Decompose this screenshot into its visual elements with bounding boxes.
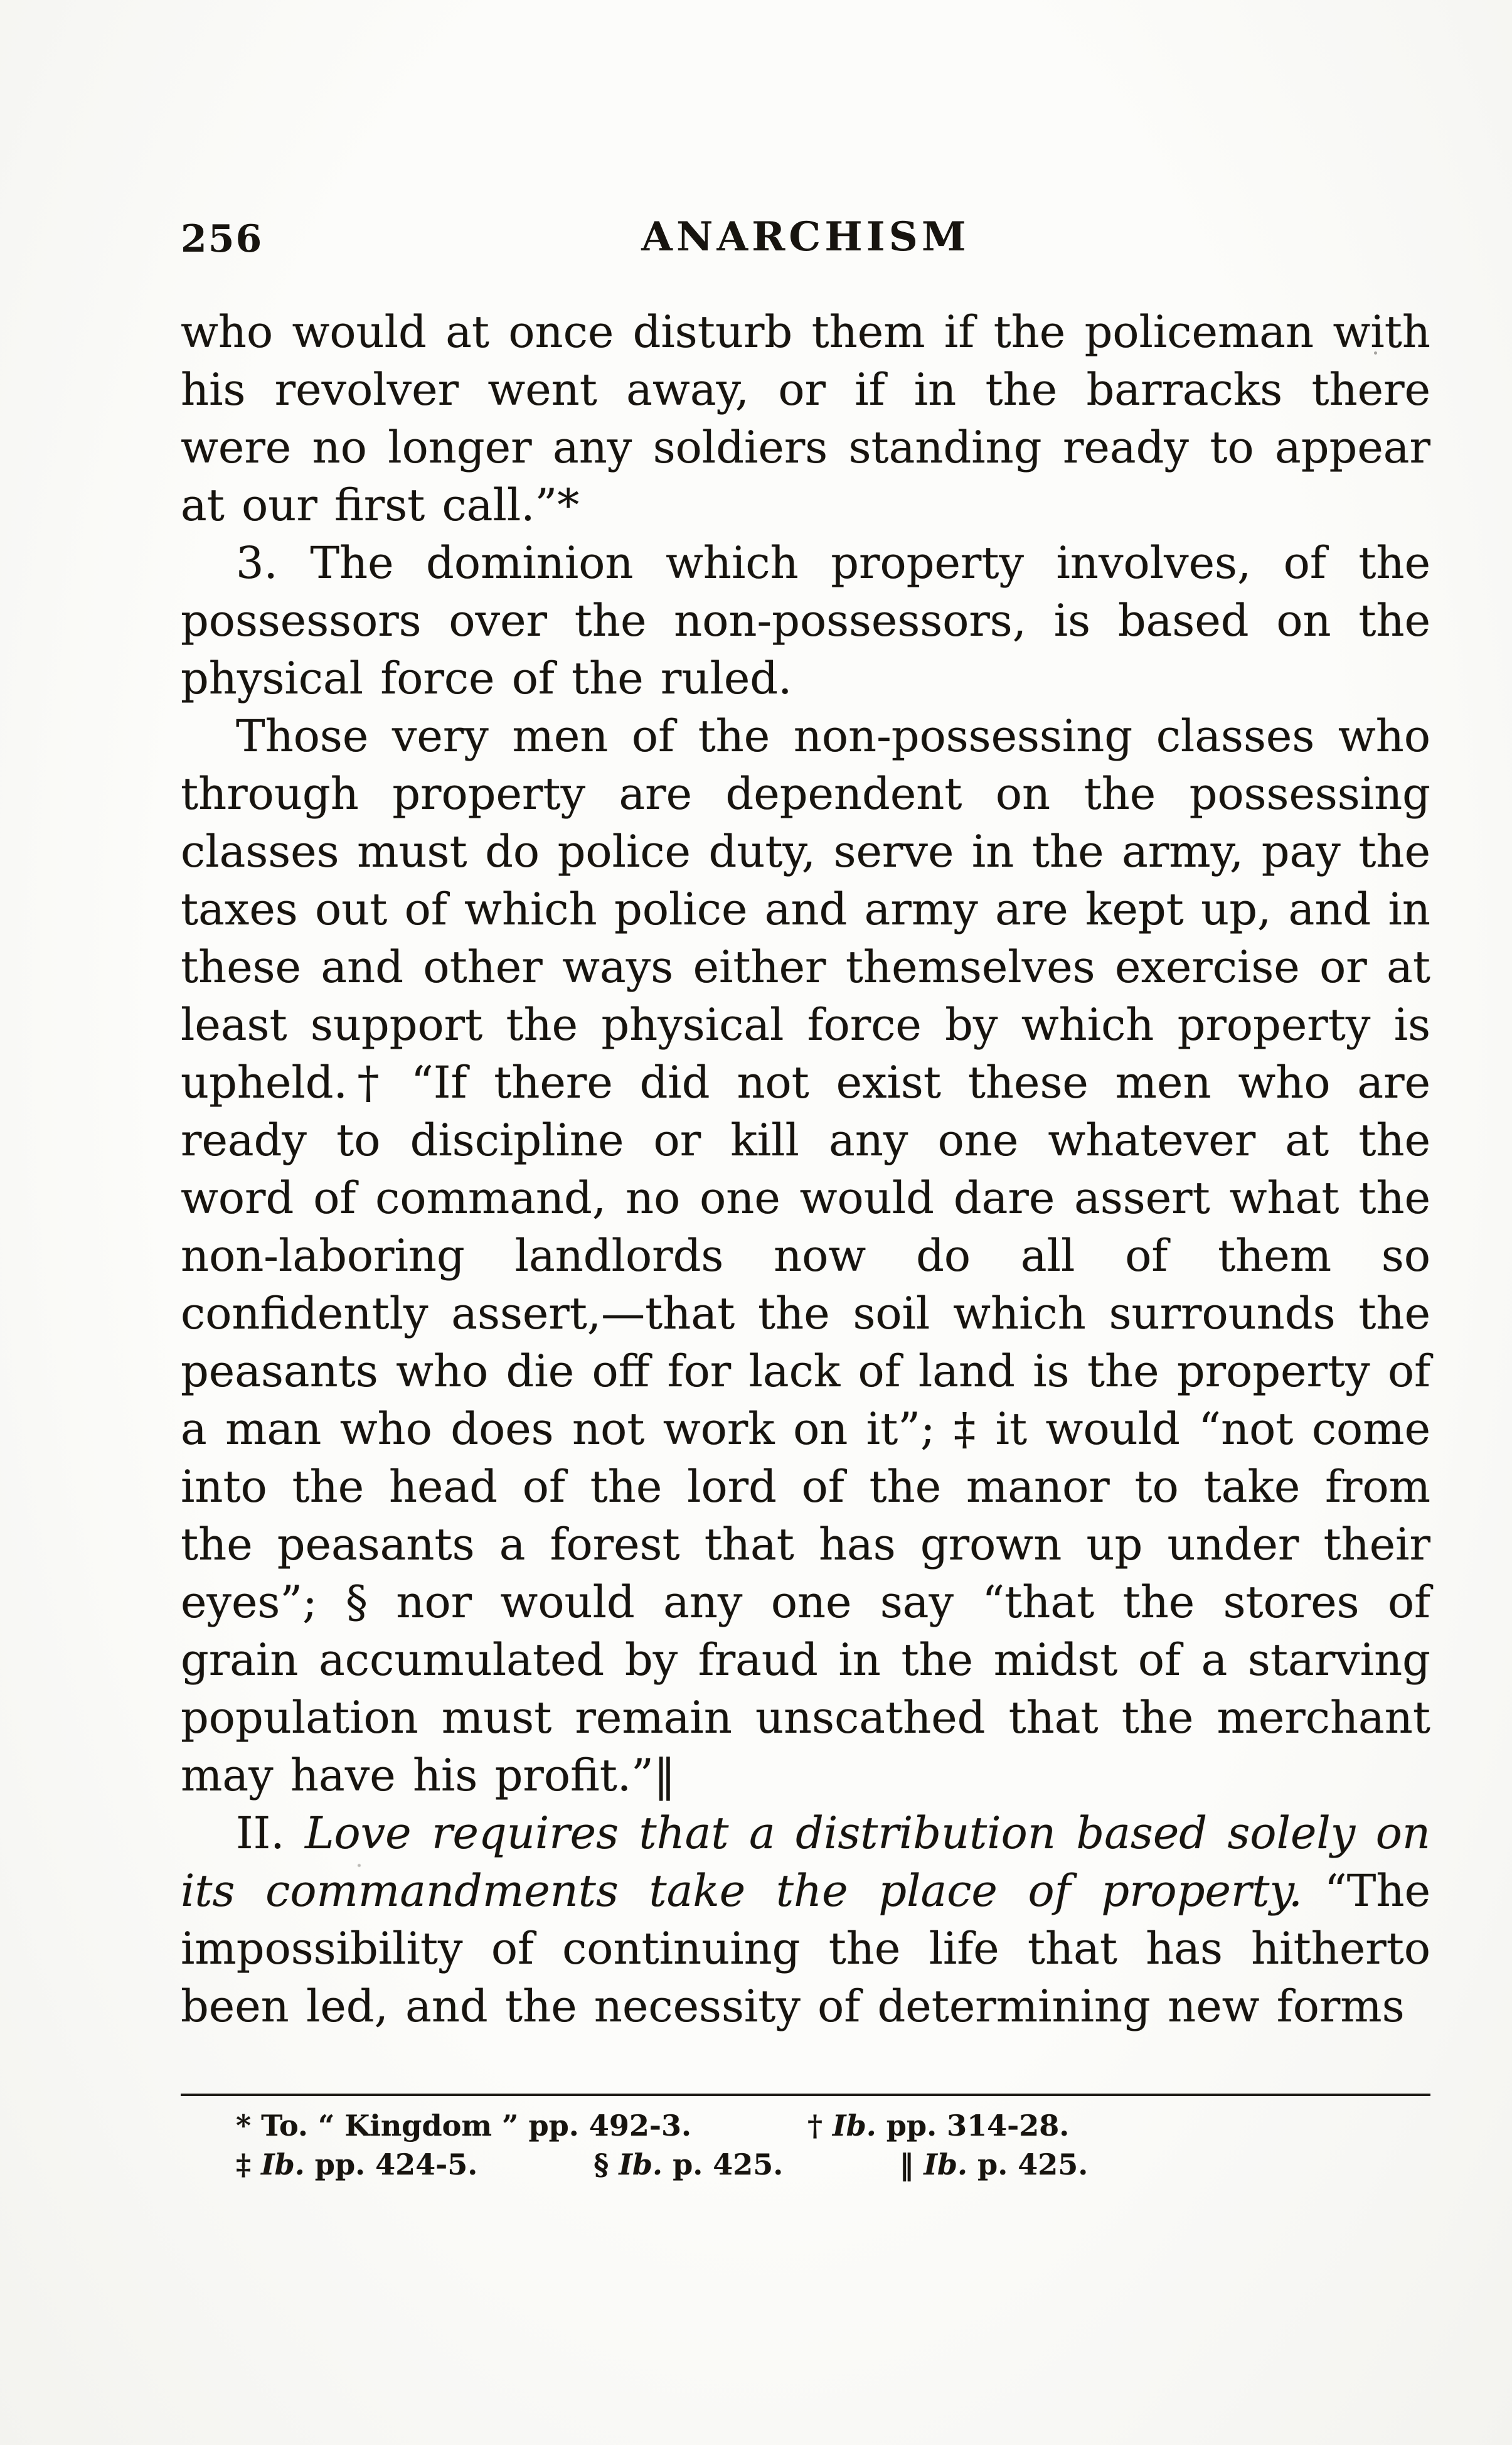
paragraph-continuation: who would at once disturb them if the policeman with his revolver went away, or if in the barracks there were no longer any soldiers standing ready to appear at our first call.”* (181, 306, 1430, 531)
footnote-star (236, 2106, 691, 2145)
footnote-parallel-source: Ib. (924, 2148, 968, 2181)
footnote-row-1 (181, 2106, 1430, 2145)
footnote-double-dagger-text: pp. 424-5. (304, 2148, 478, 2181)
footnote-row-2 (181, 2145, 1430, 2184)
footnote-dagger-source: Ib. (833, 2109, 876, 2143)
footnote-section-source: Ib. (619, 2148, 663, 2181)
footnote-section-symbol: § (594, 2148, 609, 2181)
body-text (181, 303, 1430, 2035)
footnote-divider (181, 2094, 1430, 2096)
footnote-parallel-symbol: ‖ (899, 2148, 914, 2181)
footnote-double-dagger-symbol: ‡ (236, 2148, 252, 2181)
footnote-double-dagger-source: Ib. (261, 2148, 305, 2181)
footnote-parallel-text: p. 425. (967, 2148, 1089, 2181)
paragraph-II-lead: II. (236, 1807, 305, 1859)
paragraph-point-3: 3. The dominion which property involves, of the possessors over the non-possessors, is based on the physical force of the ruled. (181, 537, 1430, 704)
footnote-section-text: p. 425. (663, 2148, 784, 2181)
paragraph-explanation: Those very men of the non-possessing classes who through property are dependent on the possessing classes must do police duty, serve in the army, pay the taxes out of which police and army are kept up, and in these and other ways either themselves exercise or at least support the physical force by which property is upheld.† “If there did not exist these men who are ready to discipline or kill any one whatever at the word of command, no one would dare assert what the non-laboring landlords now do all of them so confidently assert,—that the soil which surrounds the peasants who die off for lack of land is the property of a man who does not work on it”; ‡ it would “not come into the head of the lord of the manor to take from the peasants a forest that has grown up under their eyes”; § nor would any one say “that the stores of grain accumulated by fraud in the midst of a starving population must remain unscathed that the merchant may have his profit.”‖ (181, 710, 1430, 1801)
footnote-dagger-symbol: † (807, 2109, 823, 2143)
paragraph-II-italic: Love requires that a distribution based solely on its commandments take the place of property. (181, 1807, 1430, 1917)
footnote-parallel (899, 2145, 1088, 2184)
running-title: ANARCHISM (641, 213, 970, 260)
paragraph-II-rest: “The impossibility of continuing the life that has hitherto been led, and the necessity of determining new forms (181, 1865, 1430, 2032)
footnote-section (594, 2145, 783, 2184)
footnotes (181, 2094, 1430, 2184)
page-number: 256 (181, 217, 264, 261)
paragraph-point-II (181, 1804, 1430, 2035)
page-header (181, 213, 1430, 267)
footnote-dagger (807, 2106, 1069, 2145)
footnote-star-symbol: * (236, 2109, 252, 2143)
footnote-double-dagger (236, 2145, 477, 2184)
footnote-star-text: To. “ Kingdom ” pp. 492-3. (261, 2109, 691, 2143)
footnote-dagger-text: pp. 314-28. (876, 2109, 1070, 2143)
